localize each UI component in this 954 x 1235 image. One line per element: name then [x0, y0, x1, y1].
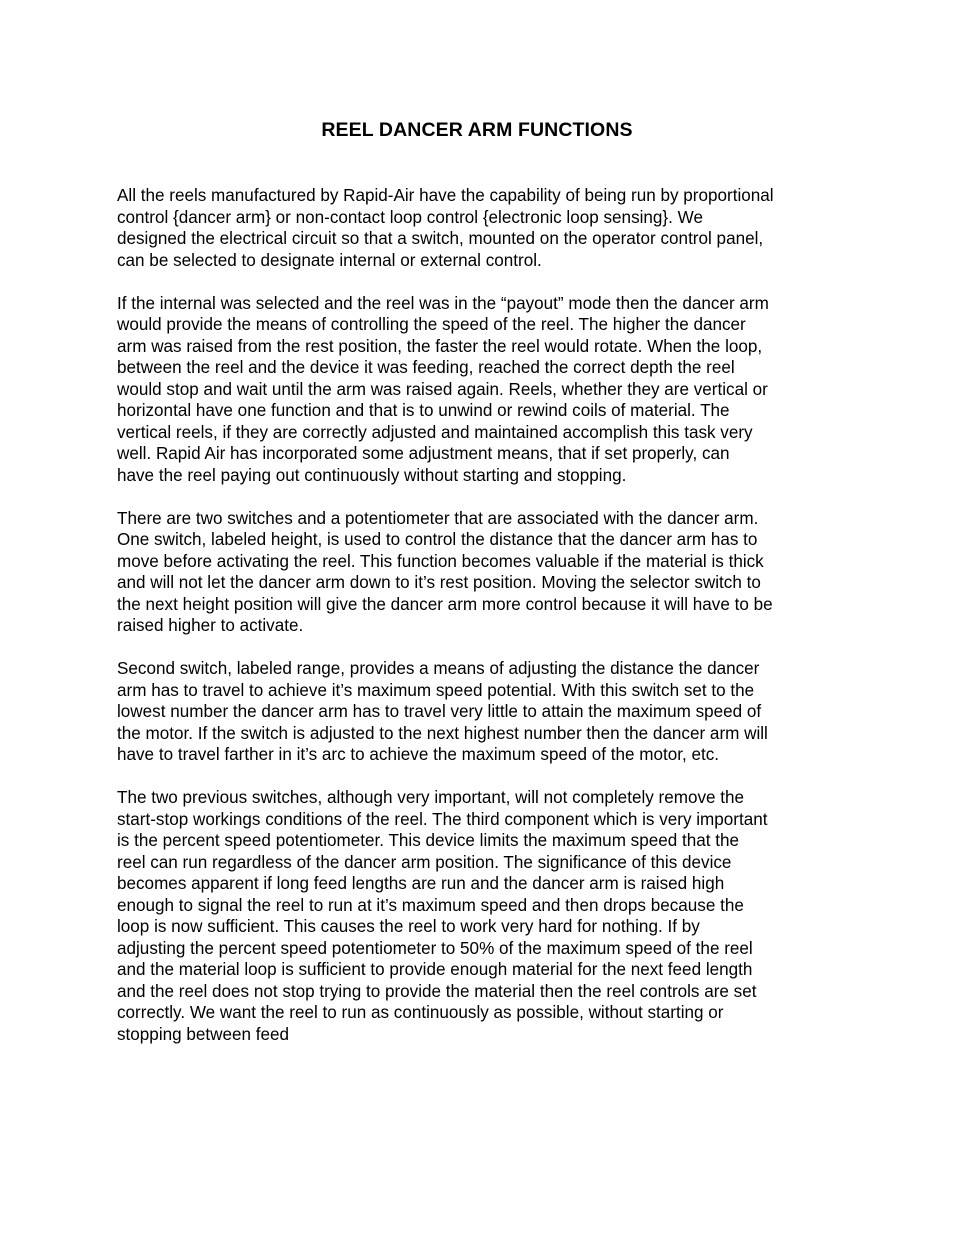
paragraph-speed-potentiometer: The two previous switches, although very important, will not completely remove the start-stop workings conditions of the reel. The third component which is very important is the percent speed potentiometer. This device limits the maximum speed that the reel can run regardless of the dancer arm position. The significance of this device becomes apparent if long feed lengths are run and the dancer arm is raised high enough to signal the reel to run at it’s maximum speed and then drops because the loop is now sufficient. This causes the reel to work very hard for nothing. If by adjusting the percent speed potentiometer to 50% of the maximum speed of the reel and the material loop is sufficient to provide enough material for the next feed length and the reel does not stop trying to provide the material then the reel controls are set correctly. We want the reel to run as continuously as possible, without starting or stopping between feed [117, 788, 768, 1044]
paragraph-range-switch: Second switch, labeled range, provides a means of adjusting the distance the dancer arm has to travel to achieve it’s maximum speed potential. With this switch set to the lowest number the dancer arm has to travel very little to attain the maximum speed of the motor. If the switch is adjusted to the next highest number then the dancer arm will have to travel farther in it’s arc to achieve the maximum speed of the motor, etc. [117, 659, 768, 764]
document-title: REEL DANCER ARM FUNCTIONS [321, 119, 633, 141]
paragraph-intro: All the reels manufactured by Rapid-Air have the capability of being run by proportional control {dancer arm} or non-contact loop control {electronic loop sensing}. We designed the electrical circuit so that a switch, mounted on the operator control panel, can be selected to designate internal or external control. [117, 186, 774, 270]
paragraph-internal-control: If the internal was selected and the reel was in the “payout” mode then the dancer arm would provide the means of controlling the speed of the reel. The higher the dancer arm was raised from the rest position, the faster the reel would rotate. When the loop, between the reel and the device it was feeding, reached the correct depth the reel would stop and wait until the arm was raised again. Reels, whether they are vertical or horizontal have one function and that is to unwind or rewind coils of material. The vertical reels, if they are correctly adjusted and maintained accomplish this task very well. Rapid Air has incorporated some adjustment means, that if set properly, can have the reel paying out continuously without starting and stopping. [117, 293, 769, 485]
paragraph-height-switch: There are two switches and a potentiometer that are associated with the dancer arm. One switch, labeled height, is used to control the distance that the dancer arm has to move before activating the reel. This function becomes valuable if the material is thick and will not let the dancer arm down to it’s rest position. Moving the selector switch to the next height position will give the dancer arm more control because it will have to be raised higher to activate. [117, 508, 773, 635]
document-body [117, 185, 843, 1067]
